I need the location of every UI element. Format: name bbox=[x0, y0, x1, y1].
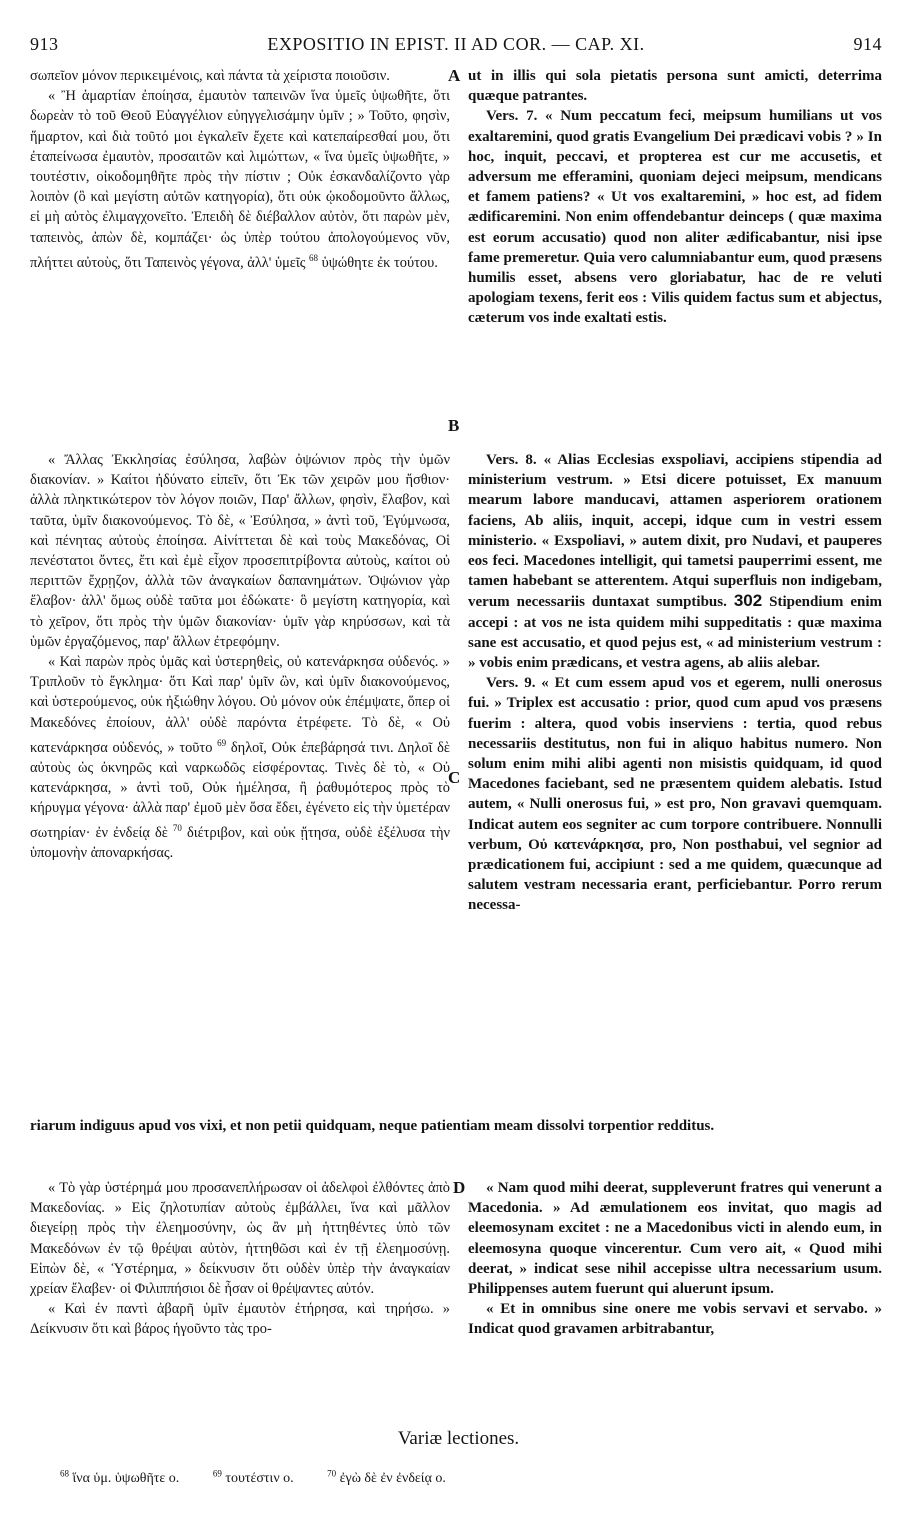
greek-paragraph: σωπεῖον μόνον περικειμένοις, καὶ πάντα τὰ χείριστα ποιοῦσιν. bbox=[30, 68, 390, 84]
running-title: EXPOSITIO IN EPIST. II AD COR. — CAP. XI. bbox=[267, 34, 645, 54]
latin-column-block-3 bbox=[468, 1178, 882, 1340]
latin-paragraph: « Et in omnibus sine onere me vobis servavi et servabo. » Indicat quod gravamen arbitrabantur, bbox=[468, 1301, 882, 1338]
greek-text: « Ἢ ἁμαρτίαν ἐποίησα, ἐμαυτὸν ταπεινῶν ἵνα ὑμεῖς ὑψωθῆτε, ὅτι δωρεὰν τὸ τοῦ Θεοῦ Εὐαγγέλιον εὐηγγελισάμην ὑμῖν ; » Τοῦτο, φησὶν, ἥμαρτον, καὶ διὰ τοῦτό μοι ἐγκαλεῖν ἔχετε καὶ κατεπαίρεσθαί μου, ὅτι ἐταπείνωσα ἐμαυτὸν, προσαιτῶν καὶ λιμώττων, « ἵνα ὑμεῖς ὑψωθῆτε, » τουτέστιν, οἰκοδομηθῆτε πρὸς τὴν πίστιν ; Οὐκ ἐσκανδαλίζοντο γὰρ λοιπὸν (ὃ καὶ μεγίστη αὐτῶν κατηγορία), ὅτι οὐκ ᾠκοδομοῦντο ἄλλως, εἰ μὴ αὐτὸς ἐλιμαγχονεῖτο. Ἐπειδὴ δὲ διέβαλλον αὐτὸν, ὅτι παρὼν μὲν, ταπεινὸς, ἀπὼν δὲ, κομπάζει· ὡς ὑπὲρ τούτου ἀπολογούμενος νῦν, πλήττει αὐτοὺς, ὅτι Ταπεινὸς γέγονα, ἀλλ' ὑμεῖς bbox=[30, 88, 450, 271]
footnote-ref: 69 bbox=[217, 737, 227, 748]
variant-number: 70 bbox=[327, 1468, 337, 1478]
latin-paragraph: Vers. 9. « Et cum essem apud vos et egerem, nulli onerosus fui. » Triplex est accusatio : prior, quod cum apud vos præsens fuerim : altera, quod vobis inserviens : tertia, quod rebus necessariis destitutus, non fui in aliquo habitus numero. Non solum enim mihi alibi agenti non misistis quidquam, id quod Macedones faciebant, sed ne præsentem quidem alebatis. Istud autem, « Nulli onerosus fui, » est pro, Non gravavi quemquam. Indicat autem eos segniter ac cum torpore contribuere. Nonnulli verbum, Οὐ κατενάρκησα, pro, Non posthabui, vel segnior ad prædicationem fui, accipiunt : sed a me quidem, quæcunque ad salutem vestram necessaria erant, perficiebantur. Porro rerum necessa- bbox=[468, 675, 882, 914]
greek-column-block-2 bbox=[30, 450, 450, 864]
full-width-paragraph: riarum indiguus apud vos vixi, et non petii quidquam, neque patientiam meam dissolvi torpentior redditus. bbox=[30, 1118, 715, 1134]
section-marker-d: D bbox=[453, 1178, 466, 1197]
latin-paragraph bbox=[468, 450, 882, 673]
right-page-number: 914 bbox=[853, 34, 882, 54]
variae-lectiones-title: Variæ lectiones. bbox=[397, 1428, 520, 1449]
greek-paragraph: « Ἄλλας Ἐκκλησίας ἐσύλησα, λαβὼν ὀψώνιον πρὸς τὴν ὑμῶν διακονίαν. » Καίτοι ἠδύνατο εἰπεῖν, ὅτι Ἐκ τῶν χειρῶν μου ἤσθιον· ἀλλὰ πληκτικώτερον τὸν λόγον ποιῶν, Παρ' ἄλλων, φησὶν, ἔλαβον, καὶ ταῦτα, ὑμῖν διακονούμενος. Τὸ δὲ, « Ἐσύλησα, » ἀντὶ τοῦ, Ἐγύμνωσα, καὶ πένητας αὐτοὺς ἐποίησα. Αἰνίττεται δὲ καὶ τοὺς Μακεδόνας, Οἱ πενέστατοι ὄντες, ἔτι καὶ ἐμὲ εἶχον προσεπιτρίβοντα αὐτοὺς, καίτοι οὐ περιττῶν ἔχρῃζον, ἀλλὰ τῶν ἀναγκαίων δαπανημάτων. Ὀψώνιον γὰρ ἔλαβον· ἀλλ' ὅμως οὐδὲ ταῦτα μοι ἐδώκατε· ὃ μεγίστη κατηγορία, καὶ τὸ χεῖρον, ὅτι πρὸς τὴν ὑμῶν διακονίαν· ὑμῖν γὰρ κηρύσσων, καὶ τὰ ὑμῶν ἐργαζόμενος, παρ' ἄλλων ἐτρεφόμην. bbox=[30, 452, 450, 650]
variant-number: 68 bbox=[60, 1468, 69, 1478]
left-page-number: 913 bbox=[30, 34, 59, 54]
greek-text: διέτριβον, καὶ οὐκ ᾔτησα, οὐδὲ ἐξέλυσα τὴν ὑπομονὴν ἀποναρκήσας. bbox=[30, 825, 450, 862]
latin-column-block-2 bbox=[468, 450, 882, 916]
greek-paragraph bbox=[30, 86, 450, 273]
variant-note bbox=[212, 1468, 294, 1486]
section-marker-c: C bbox=[448, 768, 461, 787]
variae-lectiones-notes bbox=[60, 1468, 860, 1487]
latin-paragraph: ut in illis qui sola pietatis persona sunt amicti, deterrima quæque patrantes. bbox=[468, 68, 882, 105]
greek-paragraph: « Τὸ γὰρ ὑστέρημά μου προσανεπλήρωσαν οἱ ἀδελφοὶ ἐλθόντες ἀπὸ Μακεδονίας. » Εἰς ζηλοτυπίαν αὐτοὺς ἐμβάλλει, ἵνα καὶ μᾶλλον διεγείρῃ πρὸς τὴν ἐλεημοσύνην, ὡς ἂν μὴ ἡττηθέντες ὑπὸ τῶν Μακεδόνων ἐν τῷ θρέψαι αὐτὸν, ἡττηθῶσι καὶ ἐν τῇ ἐλεημοσύνῃ. Εἰπὼν δὲ, « Ὑστέρημα, » δείκνυσιν ὅτι οὐδὲν ὑπὲρ τὴν ἀναγκαίαν χρείαν ἔλαβεν· οἱ Φιλιππήσιοι δὲ ἦσαν οἱ θρέψαντες αὐτόν. bbox=[30, 1180, 450, 1298]
latin-text: Stipendium enim accepi : at vos ne ista quidem mihi suppeditatis : quæ maxima sane est accusatio, et quod pejus est, « ad ministerium vestrum : » vobis enim prædicans, et vestra agens, ab aliis alebar. bbox=[468, 594, 882, 672]
footnote-ref: 68 bbox=[309, 252, 319, 263]
variant-number: 69 bbox=[212, 1468, 222, 1478]
latin-text: Vers. 8. « Alias Ecclesias exspoliavi, accipiens stipendia ad ministerium vestrum. » Etsi dicere potuisset, Ex manuum mearum labore manducavi, attamen asperiorem orationem faciens, Ab aliis, inquit, accepi, idque cum in vestri essem ministerio. « Exspoliavi, » autem dixit, pro Nudavi, et pauperes eos feci. Macedones intelligit, qui tametsi pauperrimi essent, me tamen habebant se atterentem. Atqui superfluis non indigebam, verum necessariis duntaxat sumptibus. bbox=[468, 452, 882, 611]
variant-text: τουτέστιν ο. bbox=[225, 1470, 294, 1486]
greek-paragraph bbox=[30, 652, 450, 864]
variant-note bbox=[60, 1468, 180, 1486]
greek-column-block-1 bbox=[30, 66, 450, 273]
running-header bbox=[30, 34, 882, 58]
variant-note bbox=[327, 1468, 446, 1486]
greek-column-block-3 bbox=[30, 1178, 450, 1340]
full-width-text bbox=[30, 1116, 882, 1136]
greek-text: ὑψώθητε ἐκ τούτου. bbox=[321, 254, 438, 271]
section-marker-b: B bbox=[448, 416, 460, 435]
footnote-ref: 70 bbox=[172, 823, 182, 834]
latin-paragraph: Vers. 7. « Num peccatum feci, meipsum humilians ut vos exaltaremini, quod gratis Evangelium Dei prædicavi vobis ? » In hoc, inquit, peccavi, et propterea est cur me accusetis, et adversum me efferamini, quoniam dejeci meipsum, mendicans et famem patiens? « Ut vos exaltaremini, » hoc est, ad fidem ædificaremini. Non enim offendebantur deinceps ( quæ maxima est eorum accusatio) quod non aliter ædificabantur, nisi ipse fame premeretur. Quia vero calumniabantur eum, quod præsens humilis esset, absens vero gloriabatur, hac de re veluti apologiam texens, ferit eos : Vilis quidem factus sum et abjectus, cæterum vos inde exaltati estis. bbox=[468, 108, 882, 327]
greek-paragraph: « Καὶ ἐν παντὶ ἀβαρῆ ὑμῖν ἐμαυτὸν ἐτήρησα, καὶ τηρήσω. » Δείκνυσιν ὅτι καὶ βάρος ἡγοῦντο τὰς τρο- bbox=[30, 1301, 450, 1338]
latin-paragraph: « Nam quod mihi deerat, suppleverunt fratres qui venerunt a Macedonia. » Ad æmulationem eos invitat, quo magis ad eleemosynam excitet : ne a Macedonibus victi in alendo eum, in eleemosyna quoque vincerentur. Cum vero ait, « Quod mihi deerat, » indicat sese nihil accepisse ultra necessarium usum. Philippenses autem fuerunt qui aluerunt ipsum. bbox=[468, 1180, 882, 1298]
section-marker-a: A bbox=[448, 66, 461, 85]
greek-text: δηλοῖ, Οὐκ ἐπεβάρησά τινι. Δηλοῖ δὲ αὐτοὺς ὡς ὀκνηρῶς καὶ ναρκωδῶς εἰσφέροντας. Τινὲς δὲ τὸ, « Οὐ κατενάρκησα, » ἀντὶ τοῦ, Οὐκ ἠμέλησα, ἢ ῥαθυμότερος πρὸς τὸ κήρυγμα γέγονα· ἀλλὰ παρ' ἐμοῦ μὲν ὅσα ἔδει, ἐγένετο εἰς τὴν ὑμετέραν σωτηρίαν· ἐν ἐνδείᾳ δὲ bbox=[30, 739, 450, 842]
greek-text: « Καὶ παρὼν πρὸς ὑμᾶς καὶ ὑστερηθεὶς, οὐ κατενάρκησα οὐδενός. » Τριπλοῦν τὸ ἔγκλημα· ὅτι Καὶ παρ' ὑμῖν ὢν, καὶ ὑμῖν διακονούμενος, καὶ ὑστερούμενος, οὐκ ἠξιώθην λόγου. Οὐ μόνον οὐκ ἐπέμψατε, ὅπερ οἱ Μακεδόνες ἐποίουν, ἀλλ' οὐδὲ παρόντα ἐτρέφετε. Τὸ δὲ, « Οὐ κατενάρκησα οὐδενός, » τοῦτο bbox=[30, 654, 450, 756]
latin-column-block-1 bbox=[468, 66, 882, 329]
variant-text: ἐγὼ δὲ ἐν ἐνδείᾳ ο. bbox=[339, 1470, 446, 1486]
column-number: 302 bbox=[733, 591, 763, 611]
variant-text: ἵνα ὑμ. ὑψωθῆτε ο. bbox=[72, 1470, 180, 1486]
